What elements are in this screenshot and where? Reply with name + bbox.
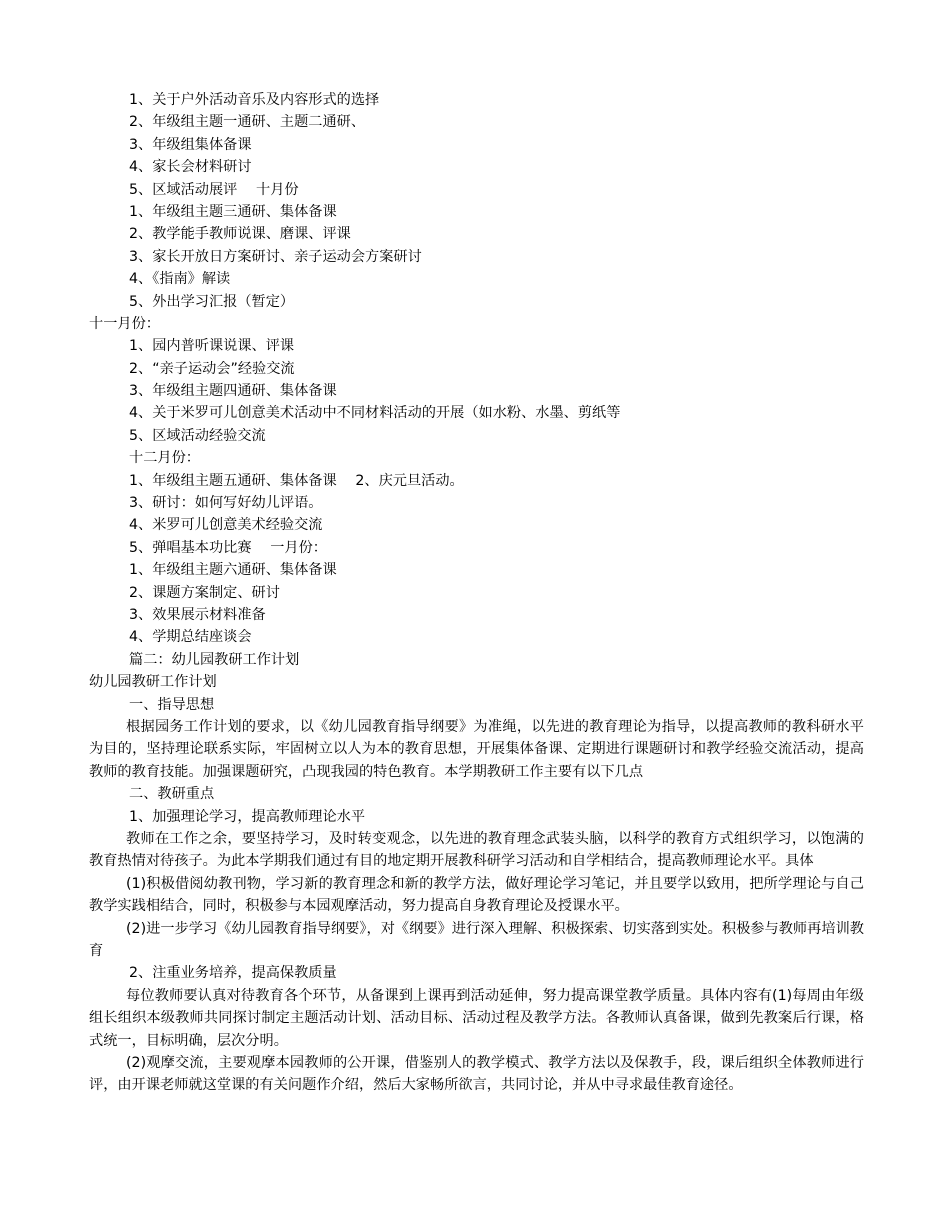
paragraph: 教师在工作之余，要坚持学习，及时转变观念，以先进的教育理念武装头脑，以科学的教育方式组织学习，以饱满的教育热情对待孩子。为此本学期我们通过有目的地定期开展教科研学习活动和自学相结合，提高教师理论水平。具体: [89, 830, 864, 870]
paragraph: (2)进一步学习《幼儿园教育指导纲要》，对《纲要》进行深入理解、积极探索、切实落到实处。积极参与教师再培训教育: [89, 920, 864, 959]
list-item: 3、研讨：如何写好幼儿评语。: [129, 495, 323, 512]
list-item: 2、教学能手教师说课、磨课、评课: [129, 226, 351, 243]
list-item: 5、区域活动展评 十月份: [129, 181, 299, 198]
list-item: 3、年级组主题四通研、集体备课: [129, 383, 337, 400]
section-heading: 一、指导思想: [129, 696, 215, 713]
list-item: 4、家长会材料研讨: [129, 159, 252, 176]
list-item: 2、课题方案制定、研讨: [129, 584, 280, 601]
list-item: 4、关于米罗可儿创意美术活动中不同材料活动的开展（如水粉、水墨、剪纸等: [129, 405, 621, 422]
list-item: 5、弹唱基本功比赛 一月份：: [129, 539, 327, 556]
list-item: 5、外出学习汇报（暂定）: [129, 293, 295, 310]
subsection-heading: 1、加强理论学习，提高教师理论水平: [129, 808, 366, 825]
list-item: 2、年级组主题一通研、主题二通研、: [129, 114, 366, 131]
paragraph: 根据园务工作计划的要求，以《幼儿园教育指导纲要》为准绳，以先进的教育理论为指导，以提高教师的教科研水平为目的，坚持理论联系实际，牢固树立以人为本的教育思想，开展集体备课、定期进行课题研讨和教学经验交流活动，提高教师的教育技能。加强课题研究，凸现我园的特色教育。本学期教研工作主要有以下几点: [89, 718, 864, 780]
list-item: 2、“亲子运动会”经验交流: [129, 360, 295, 377]
list-item: 4、米罗可儿创意美术经验交流: [129, 517, 323, 534]
section-heading: 二、教研重点: [129, 786, 215, 803]
list-item: 3、效果展示材料准备: [129, 606, 266, 623]
paragraph: 每位教师要认真对待教育各个环节，从备课到上课再到活动延伸，努力提高课堂教学质量。具体内容有(1)每周由年级组长组织本级教师共同探讨制定主题活动计划、活动目标、活动过程及教学方法。各教师认真备课，做到先教案后行课，格式统一，目标明确，层次分明。: [89, 987, 864, 1049]
article-heading: 篇二：幼儿园教研工作计划: [129, 651, 300, 668]
list-item: 1、年级组主题五通研、集体备课 2、庆元旦活动。: [129, 472, 464, 489]
document-page: [89, 89, 864, 1097]
paragraph: (1)积极借阅幼教刊物，学习新的教育理念和新的教学方法，做好理论学习笔记，并且要学以致用，把所学理论与自己教学实践相结合，同时，积极参与本园观摩活动，努力提高自身教育理论及授课水平。: [89, 875, 864, 915]
month-heading-november: 十一月份：: [89, 315, 160, 332]
list-item: 5、区域活动经验交流: [129, 427, 266, 444]
list-item: 3、家长开放日方案研讨、亲子运动会方案研讨: [129, 248, 422, 265]
list-item: 1、年级组主题六通研、集体备课: [129, 562, 337, 579]
list-item: 1、年级组主题三通研、集体备课: [129, 203, 337, 220]
list-item: 4、《指南》解读: [129, 271, 231, 288]
month-heading-december: 十二月份：: [129, 450, 200, 467]
list-item: 4、学期总结座谈会: [129, 629, 252, 646]
list-item: 1、园内普听课说课、评课: [129, 338, 295, 355]
subsection-heading: 2、注重业务培养，提高保教质量: [129, 965, 337, 982]
paragraph: (2)观摩交流，主要观摩本园教师的公开课，借鉴别人的教学模式、教学方法以及保教手，段，课后组织全体教师进行评，由开课老师就这堂课的有关问题作介绍，然后大家畅所欲言，共同讨论，并从中寻求最佳教育途径。: [89, 1054, 864, 1094]
list-item: 3、年级组集体备课: [129, 136, 252, 153]
list-item: 1、关于户外活动音乐及内容形式的选择: [129, 92, 380, 108]
document-title: 幼儿园教研工作计划: [89, 674, 217, 691]
